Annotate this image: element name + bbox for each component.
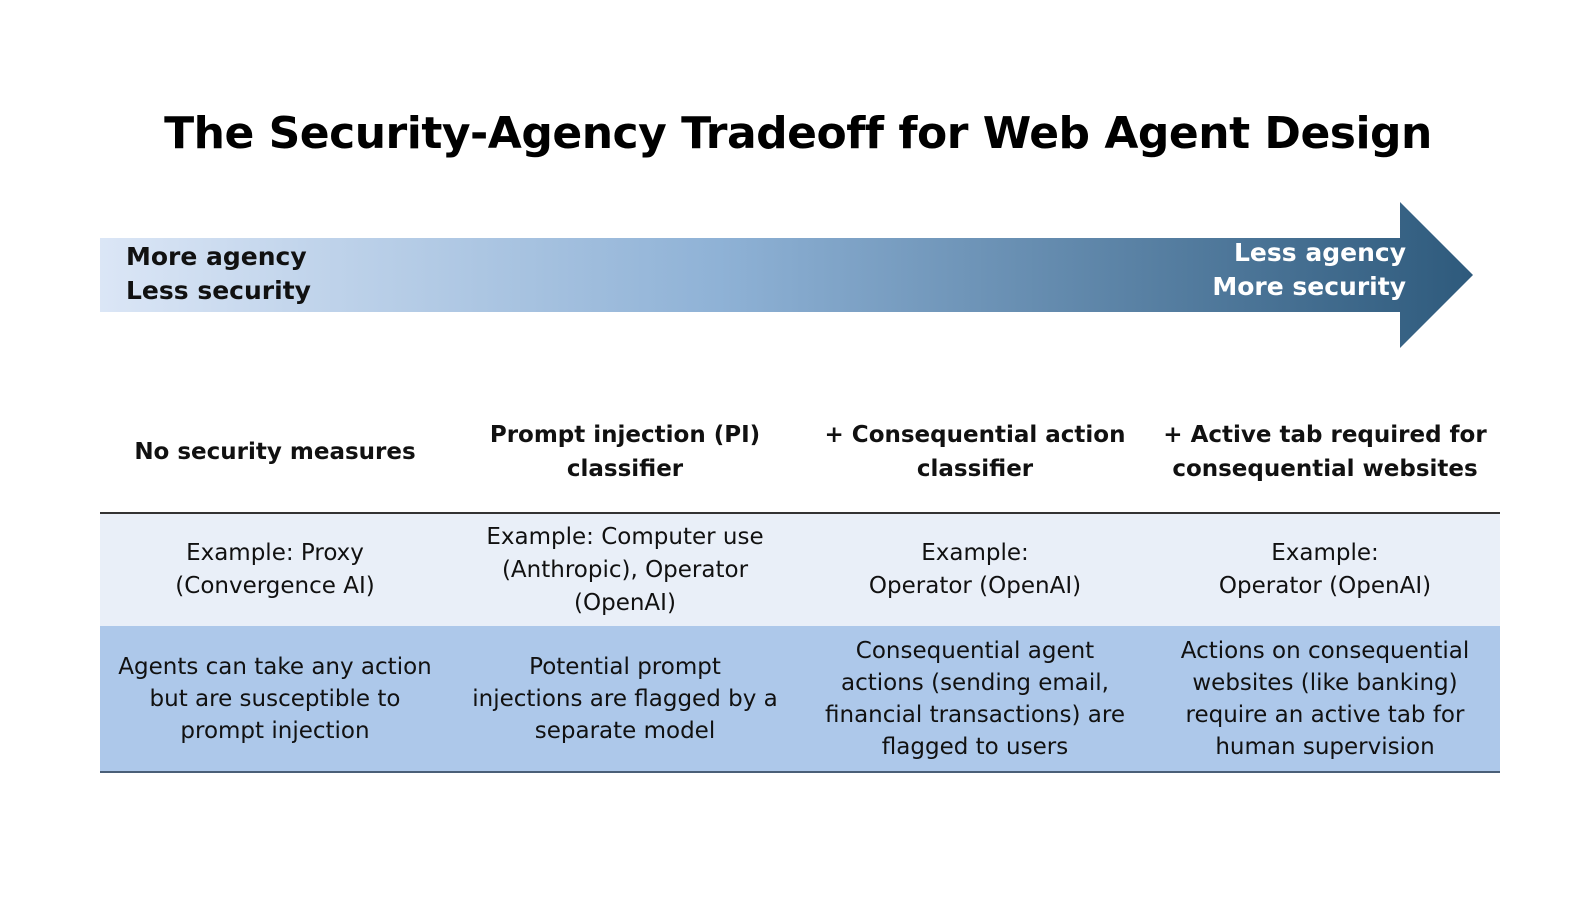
description-cell-consequential-action: [800, 626, 1150, 771]
example-line: Example: Proxy: [186, 540, 364, 566]
arrow-right-label: [1212, 236, 1406, 304]
header-cell-pi-classifier: [450, 392, 800, 512]
description-line: Agents can take any action: [118, 653, 432, 680]
tradeoff-arrow: [100, 202, 1500, 348]
description-line: human supervision: [1215, 733, 1435, 760]
description-line: financial transactions) are: [825, 701, 1125, 728]
example-cell-pi-classifier: [450, 514, 800, 626]
header-line: classifier: [916, 456, 1034, 482]
description-cell-active-tab: [1150, 626, 1500, 771]
description-line: Actions on consequential: [1180, 637, 1470, 664]
header-line: + Consequential action: [824, 422, 1126, 448]
example-line: (Anthropic), Operator: [501, 556, 749, 583]
description-line: separate model: [534, 717, 716, 744]
header-row: [100, 392, 1500, 514]
header-line: consequential websites: [1172, 456, 1478, 482]
description-line: websites (like banking): [1192, 669, 1458, 696]
header-cell-consequential-action: [800, 392, 1150, 512]
header-line: + Active tab required for: [1163, 422, 1487, 448]
example-row: [100, 514, 1500, 626]
description-line: injections are flagged by a: [472, 685, 778, 712]
example-line: (Convergence AI): [175, 573, 375, 599]
description-line: but are susceptible to: [149, 685, 401, 712]
description-line: Potential prompt: [529, 653, 721, 680]
example-line: Example:: [1271, 540, 1379, 566]
example-line: Example:: [921, 540, 1029, 566]
example-cell-active-tab: [1150, 514, 1500, 626]
header-cell-active-tab: [1150, 392, 1500, 512]
description-cell-no-security: [100, 626, 450, 771]
example-line: Example: Computer use: [486, 523, 764, 550]
header-line: No security measures: [134, 439, 416, 465]
page-title: The Security-Agency Tradeoff for Web Agent Design: [164, 108, 1432, 159]
description-line: prompt injection: [180, 717, 370, 744]
less-security-label: Less security: [126, 276, 311, 305]
description-line: flagged to users: [881, 733, 1069, 760]
example-line: Operator (OpenAI): [1218, 573, 1432, 599]
more-security-label: More security: [1212, 272, 1406, 301]
description-row: [100, 626, 1500, 773]
description-cell-pi-classifier: [450, 626, 800, 771]
example-line: (OpenAI): [574, 589, 676, 616]
header-line: classifier: [566, 456, 684, 482]
arrow-left-label: [126, 240, 311, 308]
example-cell-consequential-action: [800, 514, 1150, 626]
example-line: Operator (OpenAI): [868, 573, 1082, 599]
description-line: require an active tab for: [1185, 701, 1465, 728]
description-line: actions (sending email,: [841, 669, 1109, 696]
description-line: Consequential agent: [855, 637, 1095, 664]
tradeoff-table: [100, 392, 1500, 773]
header-line: Prompt injection (PI): [489, 422, 761, 448]
more-agency-label: More agency: [126, 242, 307, 271]
header-cell-no-security: [100, 392, 450, 512]
example-cell-no-security: [100, 514, 450, 626]
less-agency-label: Less agency: [1234, 238, 1406, 267]
